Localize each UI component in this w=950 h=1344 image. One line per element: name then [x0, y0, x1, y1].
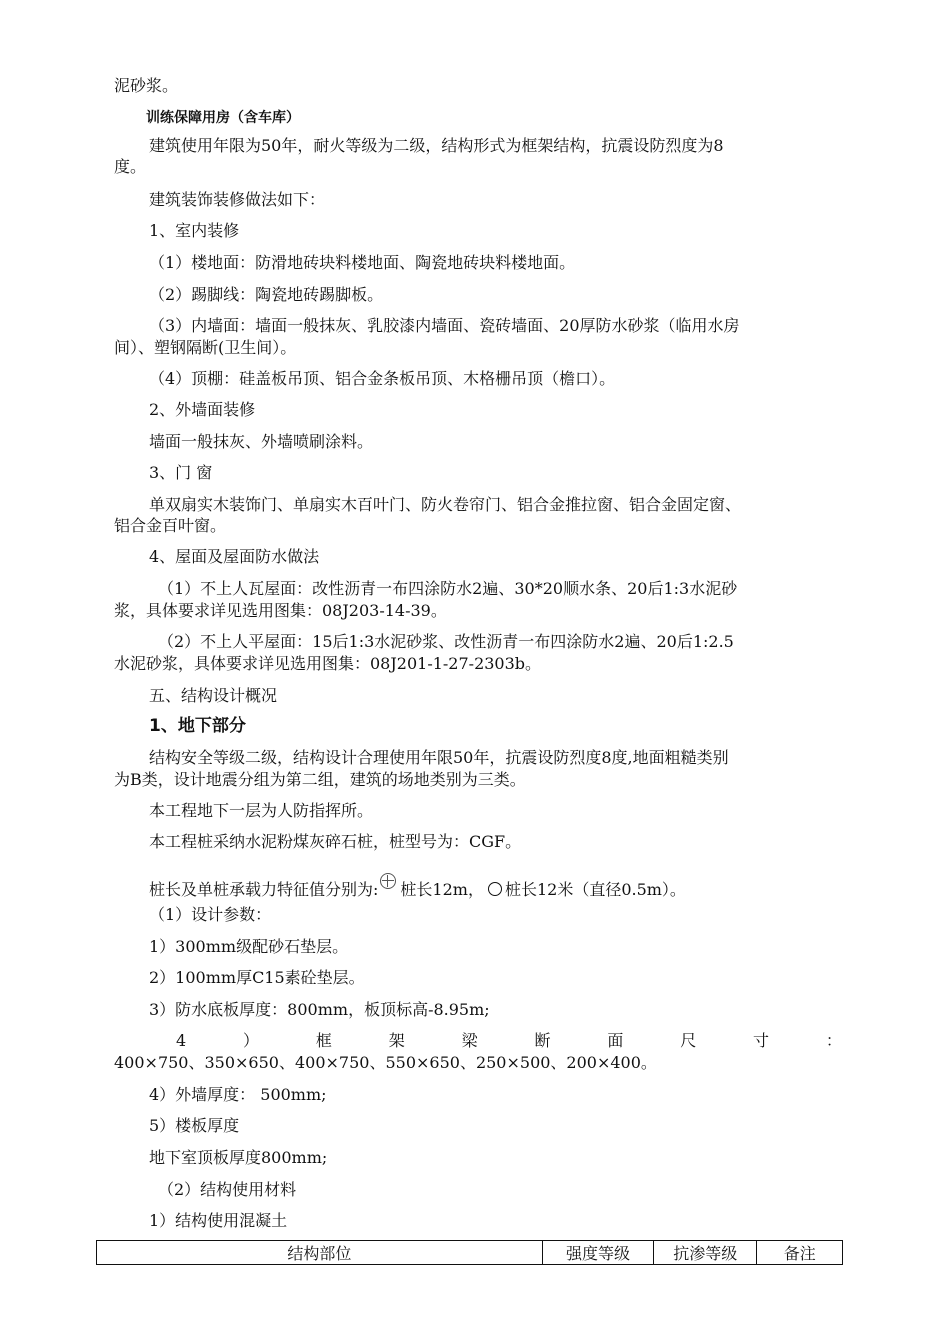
text-line: （1）设计参数： — [149, 905, 272, 924]
text-line: （2）不上人平屋面：15后1:3水泥砂浆、改性沥青一布四涂防水2遍、20后1:2.5 — [158, 632, 734, 651]
text-fragment: 断 — [534, 1031, 551, 1050]
text-line: 度。 — [114, 157, 147, 176]
text-line: 五、结构设计概况 — [149, 686, 278, 705]
text-line: 结构安全等级二级，结构设计合理使用年限50年，抗震设防烈度8度,地面粗糙类别 — [149, 748, 729, 767]
text-line: 1）300mm级配砂石垫层。 — [149, 937, 349, 956]
text-line: 铝合金百叶窗。 — [114, 516, 227, 535]
circle-cross-icon — [380, 873, 396, 889]
text-line: 墙面一般抹灰、外墙喷刷涂料。 — [149, 432, 374, 451]
text-fragment: ： — [825, 1031, 842, 1050]
text-line: 3）防水底板厚度：800mm，板顶标高-8.95m; — [149, 1000, 490, 1019]
text-line: （1）楼地面：防滑地砖块料楼地面、陶瓷地砖块料楼地面。 — [149, 253, 576, 272]
table-header-cell: 结构部位 — [97, 1241, 543, 1265]
table-header-cell: 抗渗等级 — [654, 1241, 757, 1265]
text-line: （2）结构使用材料 — [158, 1180, 297, 1199]
table-header-cell: 强度等级 — [542, 1241, 653, 1265]
materials-table — [96, 1240, 843, 1265]
text-line: 建筑装饰装修做法如下： — [149, 190, 326, 209]
text-line: 2）100mm厚C15素砼垫层。 — [149, 968, 365, 987]
text-fragment: 架 — [388, 1031, 405, 1050]
text-line: （4）顶棚：硅盖板吊顶、铝合金条板吊顶、木格栅吊顶（檐口）。 — [149, 369, 616, 388]
text-line: 4、屋面及屋面防水做法 — [149, 547, 320, 566]
table-header-cell: 备注 — [757, 1241, 843, 1265]
text-line: 400×750、350×650、400×750、550×650、250×500、200×400。 — [114, 1053, 657, 1072]
text-line: 1、室内装修 — [149, 221, 240, 240]
text-line: 5）楼板厚度 — [149, 1116, 240, 1135]
text-fragment: 面 — [607, 1031, 624, 1050]
text-line: 单双扇实木装饰门、单扇实木百叶门、防火卷帘门、铝合金推拉窗、铝合金固定窗、 — [149, 495, 742, 514]
text-fragment: 桩长12米（直径0.5m）。 — [504, 880, 686, 899]
section-heading: 训练保障用房（含车库） — [146, 110, 300, 126]
subsection-heading: 1、地下部分 — [149, 716, 246, 736]
text-fragment: 桩长及单桩承载力特征值分别为: — [149, 880, 379, 899]
text-line: 水泥砂浆，具体要求详见选用图集：08J201-1-27-2303b。 — [114, 654, 542, 673]
text-line: 间）、塑钢隔断(卫生间）。 — [114, 338, 297, 357]
pile-spec-line — [149, 873, 686, 900]
text-line: 本工程桩采纳水泥粉煤灰碎石桩，桩型号为：CGF。 — [149, 832, 522, 851]
text-line: （2）踢脚线：陶瓷地砖踢脚板。 — [149, 285, 384, 304]
text-line: 2、外墙面装修 — [149, 400, 256, 419]
text-line: 1）结构使用混凝土 — [149, 1211, 288, 1230]
table-header-row — [97, 1241, 843, 1265]
circle-icon — [488, 882, 502, 896]
text-fragment: ） — [243, 1031, 260, 1050]
text-line: 泥砂浆。 — [114, 76, 179, 95]
text-line: 本工程地下一层为人防指挥所。 — [149, 801, 374, 820]
text-line: 建筑使用年限为50年，耐火等级为二级，结构形式为框架结构，抗震设防烈度为8 — [149, 136, 724, 155]
text-line: 3、门 窗 — [149, 463, 213, 482]
text-fragment: 梁 — [461, 1031, 478, 1050]
justified-line — [176, 1031, 842, 1051]
text-fragment: 4 — [176, 1031, 187, 1050]
text-line: 4）外墙厚度： 500mm; — [149, 1085, 327, 1104]
text-line: （1）不上人瓦屋面：改性沥青一布四涂防水2遍、30*20顺水条、20后1:3水泥砂 — [158, 579, 738, 598]
text-fragment: 框 — [315, 1031, 332, 1050]
text-fragment: 桩长12m， — [400, 880, 484, 899]
text-fragment: 尺 — [680, 1031, 697, 1050]
text-fragment: 寸 — [753, 1031, 770, 1050]
text-line: （3）内墙面：墙面一般抹灰、乳胶漆内墙面、瓷砖墙面、20厚防水砂浆（临用水房 — [149, 316, 740, 335]
text-line: 地下室顶板厚度800mm; — [149, 1148, 328, 1167]
text-line: 浆，具体要求详见选用图集：08J203-14-39。 — [114, 601, 447, 620]
text-line: 为B类，设计地震分组为第二组，建筑的场地类别为三类。 — [114, 770, 526, 789]
